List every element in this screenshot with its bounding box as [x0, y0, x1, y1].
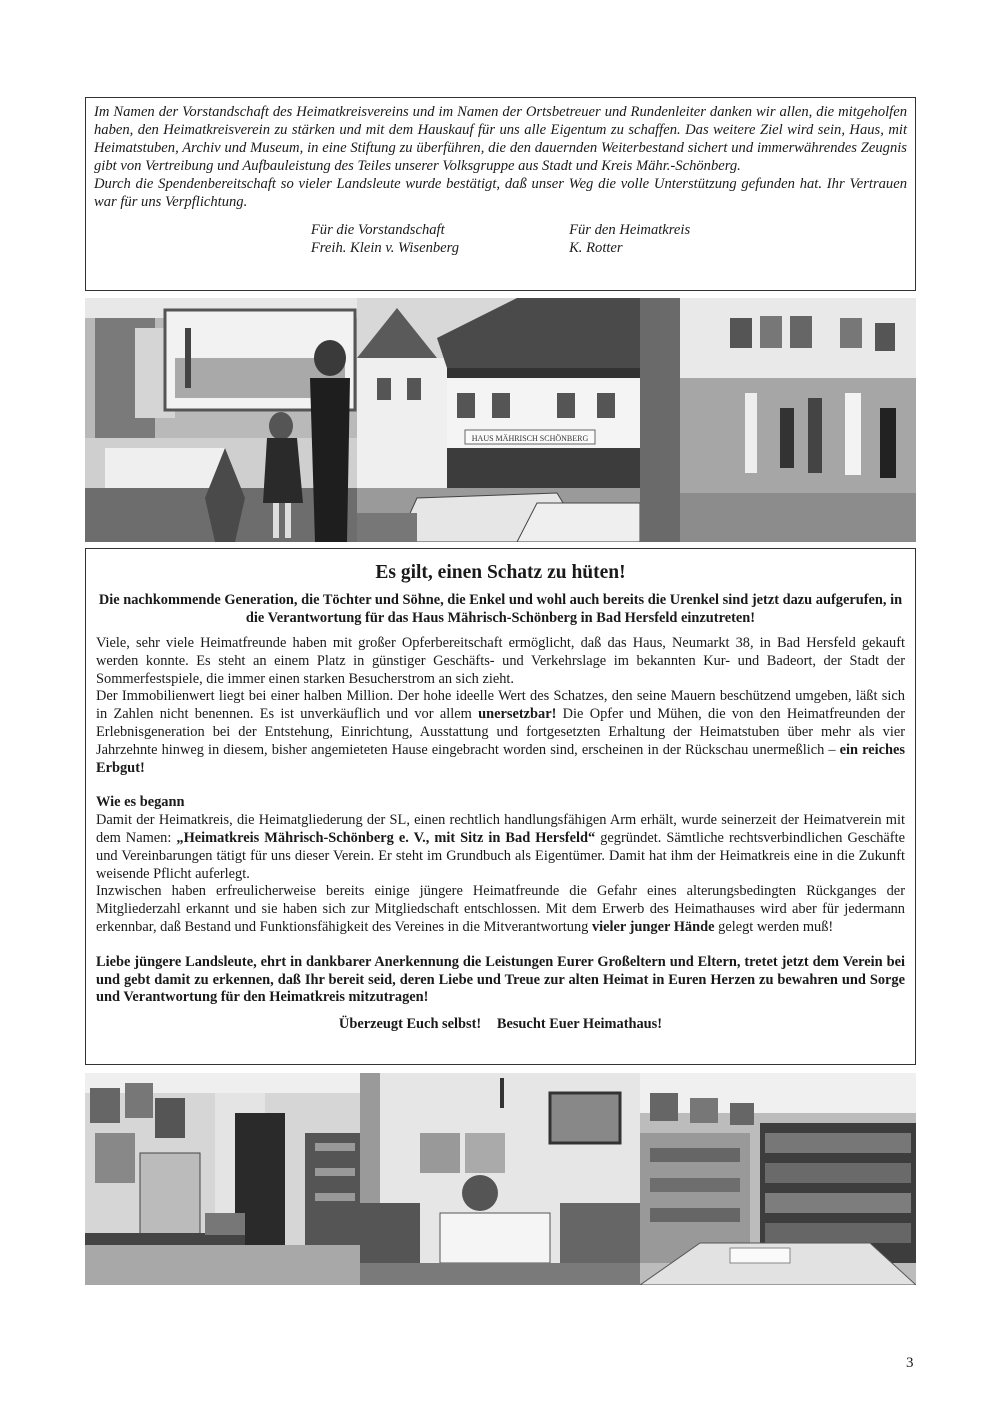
page-number: 3	[906, 1355, 914, 1371]
signature-left-role: Für die Vorstandschaft	[310, 222, 445, 238]
article-paragraph-4: Inzwischen haben erfreulicherweise bereits einige jüngere Heimatfreunde die Gefahr eines alterungsbedingten Rückganges der Mitgliederzahl erkannt und sie haben sich zur Mitgliedschaft entschlossen. Mit dem Erwerb des Heimathauses wird aber für jedermann erkennbar, daß Bestand und Funktionsfähigkeit des Vereines in die Mitverantwortung vieler junger Hände gelegt werden muß!	[96, 883, 905, 935]
photo-museum-wall-costume	[85, 298, 357, 542]
article-paragraph-2: Der Immobilienwert liegt bei einer halben Million. Der hohe ideelle Wert des Schatzes, den seine Mauern beschützend umgeben, läßt sich in Zahlen nicht benennen. Es ist unverkäuflich und vor allem unersetzbar! Die Opfer und Mühen, die von den Heimatfreunden der Erlebnisgeneration bei der Entstehung, Einrichtung, Ausstattung und fortgesetzten Erhaltung der Heimatstuben über mehr als vier Jahrzehnte hinweg in diesem, bisher angemieteten Hause eingebracht worden sind, erscheinen in der Rückschau unermeßlich – ein reiches Erbgut!	[96, 688, 905, 776]
intro-paragraph-2: Durch die Spendenbereitschaft so vieler Landsleute wurde bestätigt, daß unser Weg die volle Unterstützung gefunden hat. Ihr Vertrauen war für uns Verpflichtung.	[94, 176, 907, 210]
photo-archive-library	[640, 1073, 916, 1285]
article-box	[85, 548, 916, 1065]
article-subhead: Wie es begann	[96, 794, 185, 811]
article-title: Es gilt, einen Schatz zu hüten!	[375, 562, 626, 583]
signature-left-name: Freih. Klein v. Wisenberg	[310, 240, 460, 256]
slogan-2: Besucht Euer Heimathaus!	[496, 1016, 663, 1033]
intro-paragraph-1: Im Namen der Vorstandschaft des Heimatkreisvereins und im Namen der Ortsbetreuer und Rundenleiter danken wir allen, die mitgeholfen haben, den Heimatkreisverein zu stärken und mit dem Hauskauf für uns alle Eigentum zu schaffen. Das weitere Ziel wird sein, Haus, mit Heimatstuben, Archiv und Museum, in eine Stiftung zu überführen, die den dauernden Weiterbestand sichert und immerwährendes Zeugnis gibt von Vertreibung und Aufbauleistung des Teiles unserer Volksgruppe aus Stadt und Kreis Mähr.-Schönberg.	[94, 104, 907, 174]
signature-right-role: Für den Heimatkreis	[569, 222, 691, 238]
signature-right	[569, 221, 690, 257]
emphasis-unersetzbar: unersetzbar!	[478, 706, 557, 723]
article-lead: Die nachkommende Generation, die Töchter und Söhne, die Enkel und wohl auch bereits die Urenkel sind jetzt dazu aufgerufen, in die Verantwortung für das Haus Mährisch-Schönberg in Bad Hersfeld einzutreten!	[98, 592, 903, 626]
article-paragraph-3: Damit der Heimatkreis, die Heimatgliederung der SL, einen rechtlich handlungsfähigen Arm erhält, wurde seinerzeit der Heimatverein mit dem Namen: „Heimatkreis Mährisch-Schönberg e. V., mit Sitz in Bad Hersfeld“ gegründet. Sämtliche rechtsverbindlichen Geschäfte und Vereinbarungen tätigt für uns dieser Verein. Er steht im Grundbuch als Eigentümer. Damit hat ihm der Heimatkreis eine in die Zukunft weisende Pflicht auferlegt.	[96, 812, 905, 882]
photo-heimathaus-facade	[357, 298, 640, 542]
photo-heimatstube-table-corner	[360, 1073, 640, 1285]
article-paragraph-1: Viele, sehr viele Heimatfreunde haben mit großer Opferbereitschaft ermöglicht, daß das Haus, Neumarkt 38, in Bad Hersfeld gekauft werden konnte. Es steht an einem Platz in günstiger Geschäfts- und Verkehrslage im bekannten Kur- und Badeort, der Stadt der Sommerfestspiele, die immer einen starken Besucherstrom an sich zieht.	[96, 635, 905, 687]
photo-museum-showcase	[640, 298, 916, 542]
signature-left	[311, 221, 459, 257]
photo-heimatstube-pictures-wall	[85, 1073, 360, 1285]
emphasis-erbgut: ein reiches Erbgut!	[96, 741, 905, 776]
emphasis-vereinsname: „Heimatkreis Mährisch-Schönberg e. V., mit Sitz in Bad Hersfeld“	[176, 829, 596, 846]
article-slogan	[96, 1016, 905, 1033]
emphasis-junge-haende: vieler junger Hände	[591, 918, 715, 935]
intro-box	[85, 97, 916, 291]
shop-sign: HAUS MÄHRISCH SCHÖNBERG	[471, 434, 589, 443]
signature-right-name: K. Rotter	[569, 240, 623, 256]
article-appeal: Liebe jüngere Landsleute, ehrt in dankbarer Anerkennung die Leistungen Eurer Großeltern und Eltern, tretet jetzt dem Verein bei und gebt damit zu erkennen, daß Ihr bereit seid, deren Liebe und Treue zur alten Heimat in Euren Herzen zu bewahren und Sorge und Verantwortung für den Heimatkreis mitzutragen!	[96, 953, 905, 1006]
slogan-1: Überzeugt Euch selbst!	[338, 1016, 482, 1033]
signatures	[94, 221, 907, 257]
